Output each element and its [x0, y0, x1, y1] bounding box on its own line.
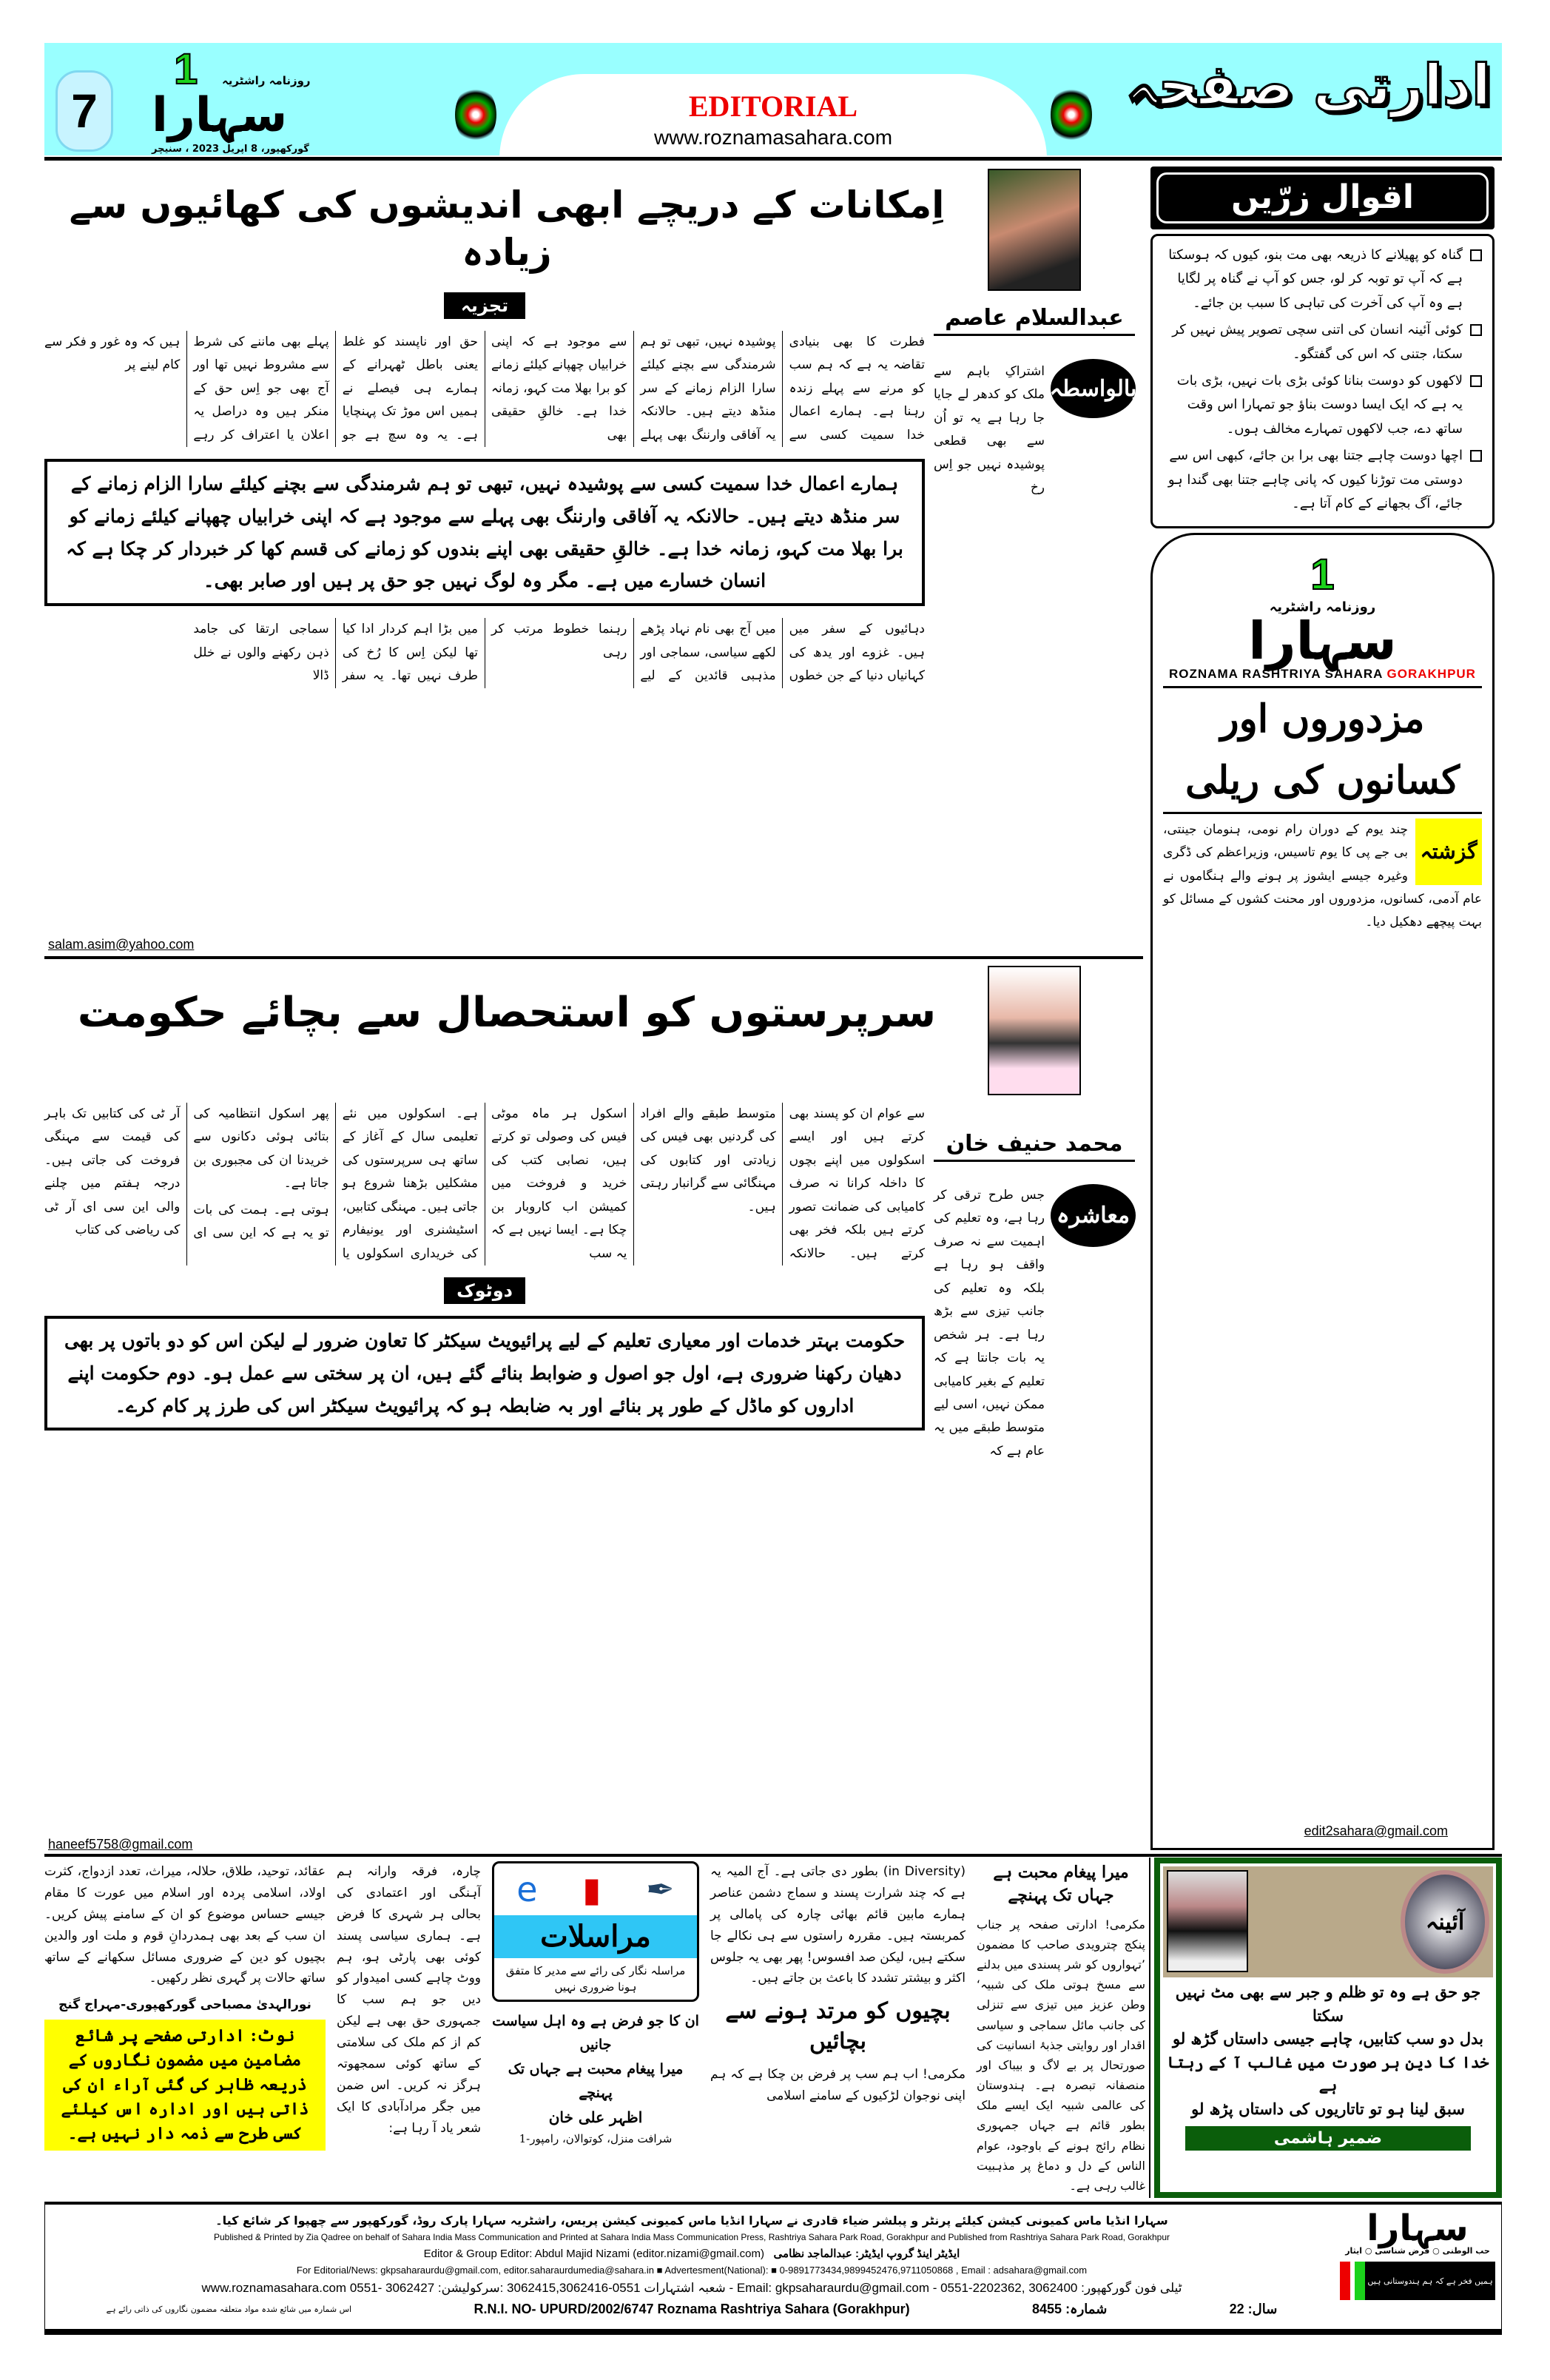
pull-quote: ہمارے اعمال خدا سمیت کسی سے پوشیدہ نہیں، تبھی تو ہم شرمندگی سے بچنے کیلئے سارا الزام زمانے کے سر منڈھ دیتے ہیں۔ حالانکہ یہ آفاقی وارننگ بھی پہلے سے موجود ہے کہ اپنی خرابیاں چھپانے کیلئے زمانے کو برا بھلا مت کہو، زمانہ خدا ہے۔ خالقِ حقیقی بھی اپنے بندوں کو زمانے کی قسم کھا کر خبردار کر چکا ہے کہ انسان خسارے میں ہے۔ مگر وہ لوگ نہیں جو حق پر ہیں اور صابر بھی۔: [44, 459, 925, 606]
couplet-line: ان کا جو فرض ہے وہ اہل سیاست جانیں: [492, 2013, 699, 2054]
imprint-en: Published & Printed by Zia Qadree on behalf of Sahara India Mass Communication and Printed at Sahara India Mass Communication Press, Rashtriya Sahara Park Road, Gorakhpur and Published from Rashtriya Sahara Park Road, Gorakhpur: [213, 2232, 1170, 2242]
article2-content: [44, 1103, 925, 1431]
issue-number: شمارہ: 8455: [1032, 2302, 1108, 2316]
article1-body-lower: [44, 618, 925, 688]
paragraph: حق اور ناپسند کو غلط یعنی باطل ٹھہرانے کے ہمارے ہی فیصلے نے ہمیں اس موڑ تک پہنچایا ہے۔ یہ وہ سچ ہے جو پہلے بھی ماننے کی شرط سے مشروط نہیں تھا اور آج بھی جو اِس حق کے منکر ہیں وہ دراصل یہ اعلان یا اعتراف کر رہے ہیں کہ وہ غور و فکر سے کام لینے پر: [44, 335, 479, 443]
quotes-title-box: [1150, 167, 1495, 229]
poet-name: ضمیر ہاشمی: [1185, 2126, 1471, 2151]
slogan: ہمیں فخر ہے کہ ہم ہندوستانی ہیں: [1365, 2262, 1495, 2300]
letter-text: مکرمی! ادارتی صفحہ پر جناب پنکج چترویدی صاحب کا مضمون ’تہواروں کو شر پسندی میں بدلنے سے مسخ ہوتی ملک کی شبیہ‘ وطن عزیز میں تیزی سے تنزلی کی جانب مائل سماجی و سیاسی اقدار اور روایتی جذبۂ انسانیت کی صورتحال پر بے لاگ و بیباک اور منصفانہ تبصرہ ہے۔ ہندوستان کی عالمی شبیہ ایک ایسے ملک بطور قائم ہے جہاں جمہوری نظام رائج ہونے کے باوجود، عوام الناس کے دل و دماغ پر مذہبیت غالب رہی ہے۔: [977, 1917, 1145, 2194]
logo-word: سہارا: [1367, 2208, 1469, 2249]
flag-stripe-red: [1340, 2262, 1350, 2300]
editor-line: [45, 2247, 1501, 2260]
poem-line: خدا کا دین ہر صورت میں غالب آ کے رہتا ہے: [1167, 2052, 1489, 2094]
divider: [44, 157, 1502, 161]
dateline: گورکھپور، 8 اپریل 2023 ، سنیچر: [152, 144, 309, 155]
letters-banner-title: مراسلات: [494, 1915, 697, 1958]
letter-text: (in Diversity) بطور دی جاتی ہے۔ آج المیہ یہ ہے کہ چند شرارت پسند و سماج دشمن عناصر ہمارے مابین قائم بھائی چارہ کی پامالی پر کمربستہ ہیں۔ مقررہ راستوں سے ہی نکالے جا سکتے ہیں، لیکن صد افسوس! پھر بھی یہ جلوس اکثر و بیشتر تشدد کا باعث بن جاتے ہیں۔: [710, 1864, 966, 1986]
ie-mailbox-pen-icon: e ▮ ✒: [516, 1869, 675, 1909]
quote-text: گناہ کو پھیلانے کا ذریعہ بھی مت بنو، کیوں کہ ہوسکتا ہے کہ آپ تو توبہ کر لو، جس کو آپ نے گناہ پر لگایا ہے وہ آپ کی آخرت کی تباہی کا سبب بن جائے۔: [1168, 247, 1463, 311]
phone-line: www.roznamasahara.com 0551- 3062427 :شعبہ اشتہارات 0551-3062415,3062416 :سرکولیشن - Email: gkpsaharaurdu@gmail.com - 0551-2202362, 3062400 :ٹیلی فون گورکھپور: [201, 2281, 1182, 2295]
divider: [1149, 1858, 1150, 2198]
divider: [44, 1854, 1502, 1857]
article2-body: [44, 1103, 925, 1265]
checkbox-bullet-icon: [1470, 324, 1482, 336]
logo-tagline: حب الوطنی ○ فرض شناسی ○ ایثار: [1345, 2246, 1490, 2256]
analysis-label: دوٹوک: [444, 1277, 525, 1304]
column-label-oval: بالواسطہ: [1051, 359, 1136, 418]
article1-intro: اشتراکِ باہم سے ملک کو کدھر لے جایا جا رہا ہے یہ تو اُن سے بھی قطعی پوشیدہ نہیں جو اِس رخ: [934, 364, 1045, 496]
paragraph: اسکول ہر ماہ موٹی فیس کی وصولی تو کرتے ہیں، نصابی کتب کی خرید و فروخت میں کمیشن اب کاروبار بن چکا ہے۔ ایسا نہیں ہے کہ یہ سب: [491, 1106, 627, 1261]
author-email[interactable]: haneef5758@gmail.com: [48, 1837, 193, 1852]
sahara-logo: [1163, 550, 1482, 682]
paragraph: دہائیوں کے سفر میں ہیں۔ غزوے اور یدھ کی کہانیاں دنیا کے جن خطوں میں آج بھی نام نہاد پڑھے لکھے سیاسی، سماجی اور مذہبی قائدین کے لیے رہنما خطوط مرتب کر رہی: [491, 622, 925, 684]
mirror-title: آئینہ: [1401, 1870, 1489, 1974]
imprint-footer: [44, 2202, 1502, 2335]
letters-banner: [492, 1861, 699, 2002]
section-title-ur: ادارتی صفحہ: [1125, 52, 1491, 118]
footer-logo: [1340, 2208, 1495, 2300]
paragraph: سے عوام ان کو پسند بھی کرتے ہیں اور ایسے اسکولوں میں اپنے بچوں کا داخلہ کرانا نہ صرف کامیابی کی ضمانت تصور کرتے ہیں بلکہ فخر بھی کرتے ہیں۔ حالانکہ متوسط طبقے والے افراد کی گردنیں بھی فیس کی زیادتی اور کتابوں کی مہنگائی سے گرانبار رہتی ہیں۔: [640, 1106, 925, 1261]
poem-line: بدل دو سب کتابیں، چاہے جیسی داستاں گڑھ لو: [1173, 2029, 1483, 2048]
editorial-dome: [499, 74, 1047, 159]
article1-body: [44, 331, 925, 447]
couplet-line: میرا پیغام محبت ہے جہاں تک پہنچے: [508, 2060, 684, 2101]
year-number: سال: 22: [1229, 2302, 1278, 2316]
logo-word: سہارا: [152, 88, 288, 143]
slogan-flag: [1340, 2262, 1495, 2300]
divider: [44, 956, 1143, 959]
letter-column-5: [977, 1861, 1145, 2196]
logo-number: 1: [1310, 551, 1335, 599]
imprint-urdu: سہارا انڈیا ماس کمیونی کیشن کیلئے پرنٹر و پبلشر ضیاء قادری نے سہارا انڈیا ماس کمیونی کیشن پریس، راشٹریہ سہارا پارک روڈ، گورکھپور سے چھپوا کر شائع کیا۔: [215, 2213, 1168, 2228]
logo-subtitle: [1163, 667, 1482, 682]
couplet: [492, 2009, 699, 2149]
checkbox-bullet-icon: [1470, 450, 1482, 462]
quote-item: [1163, 444, 1482, 516]
author-name: عبدالسلام عاصم: [934, 305, 1135, 336]
poem-line: سبق لینا ہو تو تاتاریوں کی داستاں پڑھ لو: [1191, 2099, 1465, 2118]
letter-author: اظہر علی خان: [548, 2108, 643, 2127]
quote-item: [1163, 318, 1482, 366]
poem: [1163, 1980, 1493, 2120]
contact-line: For Editorial/News: gkpsaharaurdu@gmail.com, editor.saharaurdumedia@sahara.in ■ Advertesment(National): ■ 0-9891773434,9899452476,9711050868 , Email : adsahara@gmail.com: [296, 2265, 1088, 2276]
logo-tagline: روزنامہ راشٹریہ: [222, 74, 311, 87]
quote-text: لاکھوں کو دوست بنانا کوئی بڑی بات نہیں، بڑی بات یہ ہے کہ ایک ایسا دوست بناؤ جو تمہارا اس وقت ساتھ دے، جب لاکھوں تمہارے مخالف ہوں۔: [1176, 372, 1463, 437]
letter-column-4: [710, 1861, 966, 2107]
editor-en: Editor & Group Editor: Abdul Majid Nizami (editor.nizami@gmail.com): [423, 2248, 765, 2260]
editorial-email[interactable]: edit2sahara@gmail.com: [1304, 1823, 1448, 1838]
article2-intro: جس طرح ترقی کر رہا ہے، وہ تعلیم کی اہمیت سے نہ صرف واقف ہو رہا ہے بلکہ وہ تعلیم کی جانب تیزی سے بڑھ رہا ہے۔ ہر شخص یہ بات جانتا ہے کہ تعلیم کے بغیر کامیابی ممکن نہیں، اسی لیے متوسط طبقے میں یہ عام ہے کہ: [934, 1188, 1045, 1459]
paragraph: ہے۔ اسکولوں میں نئے تعلیمی سال کے آغاز کے ساتھ ہی سرپرستوں کی مشکلیں بڑھنا شروع ہو جاتی ہیں۔ مہنگی کتابیں، اسٹیشنری اور یونیفارم کی خریداری اسکولوں یا پھر اسکول انتظامیہ کی بتائی ہوئی دکانوں سے خریدنا ان کی مجبوری بن جاتا ہے۔: [193, 1106, 479, 1261]
article2-headline: سرپرستوں کو استحصال سے بچائے حکومت: [77, 989, 937, 1037]
logo-city: GORAKHPUR: [1386, 667, 1476, 682]
letter-title: میرا پیغام محبت ہے جہاں تک پہنچے: [993, 1863, 1129, 1905]
page-number: 7: [55, 70, 113, 152]
sunburst-emblem-left: [455, 85, 496, 144]
paragraph: فطرت کا بھی بنیادی تقاضہ یہ ہے کہ ہم سب کو مرنے سے پہلے زندہ رہنا ہے۔ ہمارے اعمال خدا سمیت کسی سے پوشیدہ نہیں، تبھی تو ہم شرمندگی سے بچنے کیلئے سارا الزام زمانے کے سر منڈھ دیتے ہیں۔ حالانکہ یہ آفاقی وارننگ بھی پہلے سے موجود ہے کہ اپنی خرابیاں چھپانے کیلئے زمانے کو برا بھلا مت کہو، زمانہ خدا ہے۔ خالقِ حقیقی بھی: [491, 335, 925, 443]
logo-tagline: روزنامہ راشٹریہ: [1269, 599, 1376, 616]
editorial-box: [1150, 533, 1495, 1850]
editorial-label: گزشتہ: [1415, 818, 1482, 885]
right-sidebar: [1150, 167, 1502, 1850]
quote-text: کوئی آئینہ انسان کی اتنی سچی تصویر پیش نہیں کر سکتا، جتنی کہ اس کی گفتگو۔: [1172, 322, 1463, 362]
poet-photo: [1167, 1870, 1248, 1972]
editorial-note: نوٹ: ادارتی صفحے پر شائع مضامین میں مضمون نگاروں کے ذریعہ ظاہر کی گئی آراء ان کی ذاتی ہیں اور ادارہ اس کیلئے کسی طرح سے ذمہ دار نہیں ہے۔: [44, 2020, 326, 2151]
letter-column-3: [492, 1861, 699, 2149]
author-name: محمد حنیف خان: [934, 1131, 1135, 1162]
checkbox-bullet-icon: [1470, 249, 1482, 261]
letter-text: چارہ، فرقہ وارانہ ہم آہنگی اور اعتمادی کی بحالی ہر شہری کا فرض ہے۔ ہماری سیاسی پسند کوئی بھی پارٹی ہو، ہم ووٹ چاہے کسی امیدوار کو دیں جو ہم سب کا جمہوری حق بھی ہے لیکن کم از کم ملک کی سلامتی کے ساتھ کوئی سمجھوتہ ہرگز نہ کریں۔ اس ضمن میں جگر مرادآبادی کا ایک شعر یاد آ رہا ہے:: [337, 1864, 481, 2136]
quotes-title: اقوال زرّیں: [1156, 172, 1489, 223]
analysis-label: تجزیہ: [444, 292, 525, 319]
quote-text: اچھا دوست چاہے جتنا بھی برا بن جائے، کبھی اس سے دوستی مت توڑنا کیوں کہ پانی چاہے جتنا بھی گندا ہو جائے، آگ بجھانے کے کام آتا ہے۔: [1167, 448, 1463, 511]
column-label-oval: معاشرہ: [1051, 1184, 1136, 1247]
letter-column-2: [337, 1861, 481, 2139]
letters-disclaimer: مراسلہ نگار کی رائے سے مدیر کا متفق ہونا ضروری نہیں: [505, 1964, 686, 1994]
pull-quote: حکومت بہتر خدمات اور معیاری تعلیم کے لیے پرائیویٹ سیکٹر کا تعاون ضرور لے لیکن اس کو دو باتوں پر بھی دھیان رکھنا ضروری ہے، اول جو اصول و ضوابط بنائے گئے ہیں، ان پر سختی سے عمل ہو۔ دوم حکومت اپنے اداروں کو ماڈل کے طور پر بنائے اور بہ ضابطہ ہو کہ پرائیویٹ سیکٹر اس کی طرز پر کام کرے۔: [44, 1316, 925, 1431]
poetry-box: [1154, 1858, 1502, 2198]
author-email[interactable]: salam.asim@yahoo.com: [48, 937, 195, 952]
letter-text: مکرمی! اب ہم سب پر فرض بن چکا ہے کہ ہم اپنی نوجوان لڑکیوں کے سامنے اسلامی: [710, 2067, 966, 2104]
letter-author: نورالہدیٰ مصباحی گورکھپوری-مہراج گنج: [58, 1997, 311, 2013]
editor-ur: ایڈیٹر اینڈ گروپ ایڈیٹر: عبدالماجد نظامی: [773, 2248, 960, 2260]
section-title-en: EDITORIAL: [688, 90, 858, 123]
letter-text: عقائد، توحید، طلاق، حلالہ، میراث، تعدد ازدواج، کثرت اولاد، اسلامی پردہ اور اسلام میں عورت کا مقام جیسے حساس موضوع کو ان کے سامنے پیش کریں۔ ان سب کے بعد بھی ہمدردانِ قوم و ملت اور والدین بچیوں کو دین کے ضروری مسائل سکھانے کے ساتھ ساتھ حالات پر گہری نظر رکھیں۔: [44, 1864, 326, 1986]
checkbox-bullet-icon: [1470, 375, 1482, 387]
logo-en: ROZNAMA RASHTRIYA SAHARA: [1169, 667, 1383, 682]
article1-content: [44, 292, 925, 688]
author-photo: [988, 169, 1081, 291]
poem-line: جو حق ہے وہ تو ظلم و جبر سے بھی مٹ نہیں سکتا: [1175, 1983, 1481, 2025]
website-link[interactable]: www.roznamasahara.com: [653, 126, 893, 149]
flag-stripe-green: [1355, 2262, 1365, 2300]
rni-line: [45, 2302, 1501, 2317]
quote-item: [1163, 369, 1482, 441]
footer-disclaimer: اس شمارہ میں شائع شدہ مواد متعلقہ مضمون نگاروں کی ذاتی رائے ہے: [106, 2305, 352, 2314]
letter-title: بچیوں کو مرتد ہونے سے بچائیں: [725, 1998, 951, 2054]
sunburst-emblem-right: [1051, 85, 1092, 144]
rni-number: R.N.I. NO- UPURD/2002/6747 Roznama Rashtriya Sahara (Gorakhpur): [474, 2302, 910, 2316]
sahara-logo: [152, 45, 366, 155]
letter-column-1: [44, 1861, 326, 2151]
letter-address: شرافت منزل، کوتوالان، رامپور-1: [519, 2132, 673, 2146]
quote-item: [1163, 243, 1482, 315]
author-photo: [988, 966, 1081, 1095]
paragraph: میں بڑا اہم کردار ادا کیا تھا لیکن اِس کا رُخ کی طرف نہیں تھا۔ یہ سفر سماجی ارتقا کی جامد ذہن رکھنے والوں نے خلل ڈالا: [193, 622, 479, 684]
paragraph: ہوتی ہے۔ ہمت کی بات تو یہ ہے کہ این سی ای آر ٹی کی کتابیں تک باہر کی قیمت سے مہنگی فروخت کی جاتی ہیں۔ درجہ ہفتم میں چلنے والی این سی ای آر ٹی کی ریاضی کی کتاب: [44, 1106, 329, 1241]
quotes-list: [1150, 234, 1495, 528]
editorial-headline: مزدوروں اور کسانوں کی ریلی: [1163, 686, 1482, 813]
editorial-body: چند یوم کے دوران رام نومی، ہنومان جینتی، بی جے پی کا یوم تاسیس، وزیراعظم کی ڈگری وغیرہ جیسے ایشوز پر ہونے والے ہنگاموں نے عام آدمی، کسانوں، مزدوروں اور محنت کشوں کے مسائل کو بہت پیچھے دھکیل دیا۔: [1163, 821, 1482, 930]
article1-headline: اِمکانات کے دریچے ابھی اندیشوں کی کھائیوں سے زیادہ: [69, 184, 945, 274]
logo-number: 1: [174, 45, 198, 93]
logo-word: سہارا: [1248, 611, 1397, 672]
poet-image: [1163, 1866, 1493, 1977]
